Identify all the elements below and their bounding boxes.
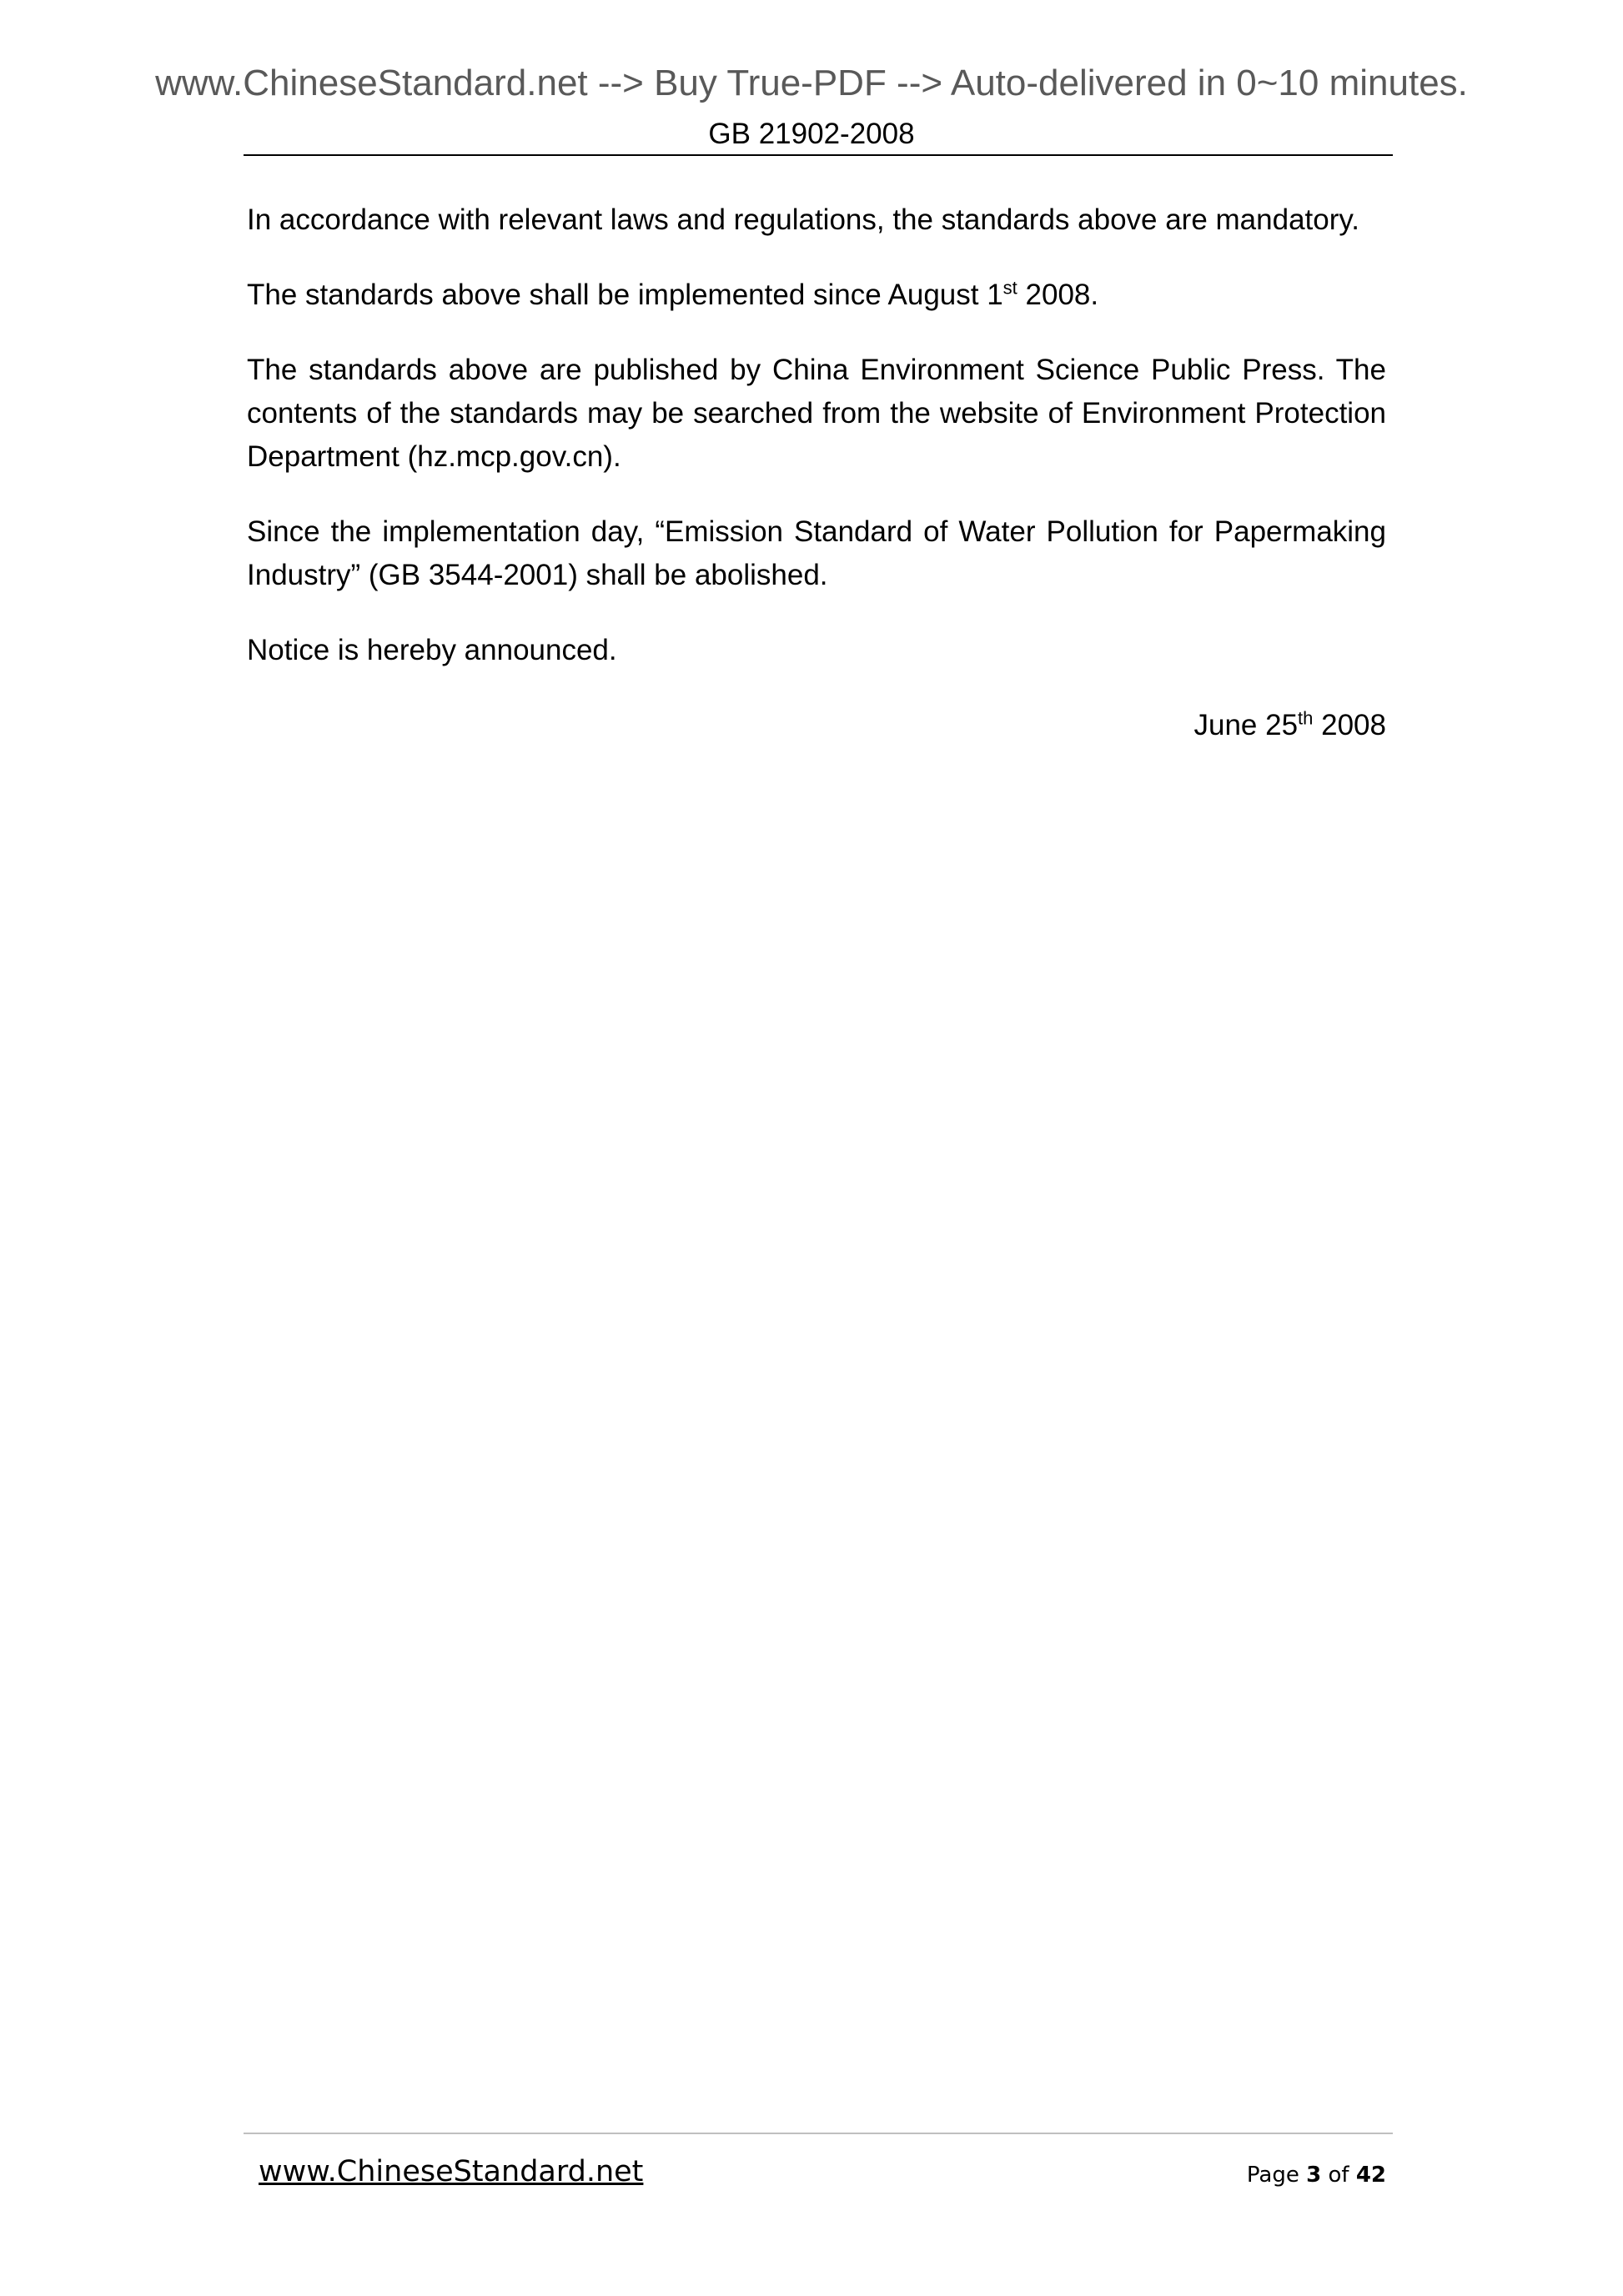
paragraph-publisher: The standards above are published by China Environment Science Public Press. The contents of the standards may be searched from the website of Environment Protection Department (hz.mcp.gov.cn). bbox=[247, 354, 1386, 473]
document-body bbox=[247, 198, 1386, 779]
date-text: June 25 bbox=[1193, 709, 1299, 741]
page-of: of bbox=[1321, 2163, 1356, 2188]
page-number bbox=[1247, 2163, 1386, 2188]
footer-divider bbox=[244, 2133, 1393, 2134]
implementation-text: The standards above shall be implemented since August 1 bbox=[247, 279, 1003, 311]
page-total: 42 bbox=[1355, 2163, 1386, 2188]
standard-code: GB 21902-2008 bbox=[708, 118, 915, 150]
date-ordinal-suffix: th bbox=[1298, 707, 1314, 729]
paragraph-implementation-date bbox=[247, 274, 1386, 317]
page-label: Page bbox=[1246, 2163, 1307, 2188]
footer-website-link[interactable]: www.ChineseStandard.net bbox=[259, 2155, 644, 2188]
paragraph-abolished-standard: Since the implementation day, “Emission Standard of Water Pollution for Papermaking Industry” (GB 3544-2001) shall be abolished. bbox=[247, 515, 1386, 591]
page-current: 3 bbox=[1306, 2163, 1322, 2188]
implementation-year: 2008. bbox=[1017, 279, 1099, 311]
announcement-date bbox=[247, 704, 1386, 747]
header-banner: www.ChineseStandard.net --> Buy True-PDF --> Auto-delivered in 0~10 minutes. bbox=[155, 63, 1468, 103]
header-divider bbox=[244, 154, 1393, 156]
ordinal-suffix: st bbox=[1002, 277, 1018, 299]
paragraph-notice: Notice is hereby announced. bbox=[247, 634, 617, 666]
paragraph-mandatory: In accordance with relevant laws and regulations, the standards above are mandatory. bbox=[247, 203, 1360, 236]
date-year: 2008 bbox=[1313, 709, 1386, 741]
